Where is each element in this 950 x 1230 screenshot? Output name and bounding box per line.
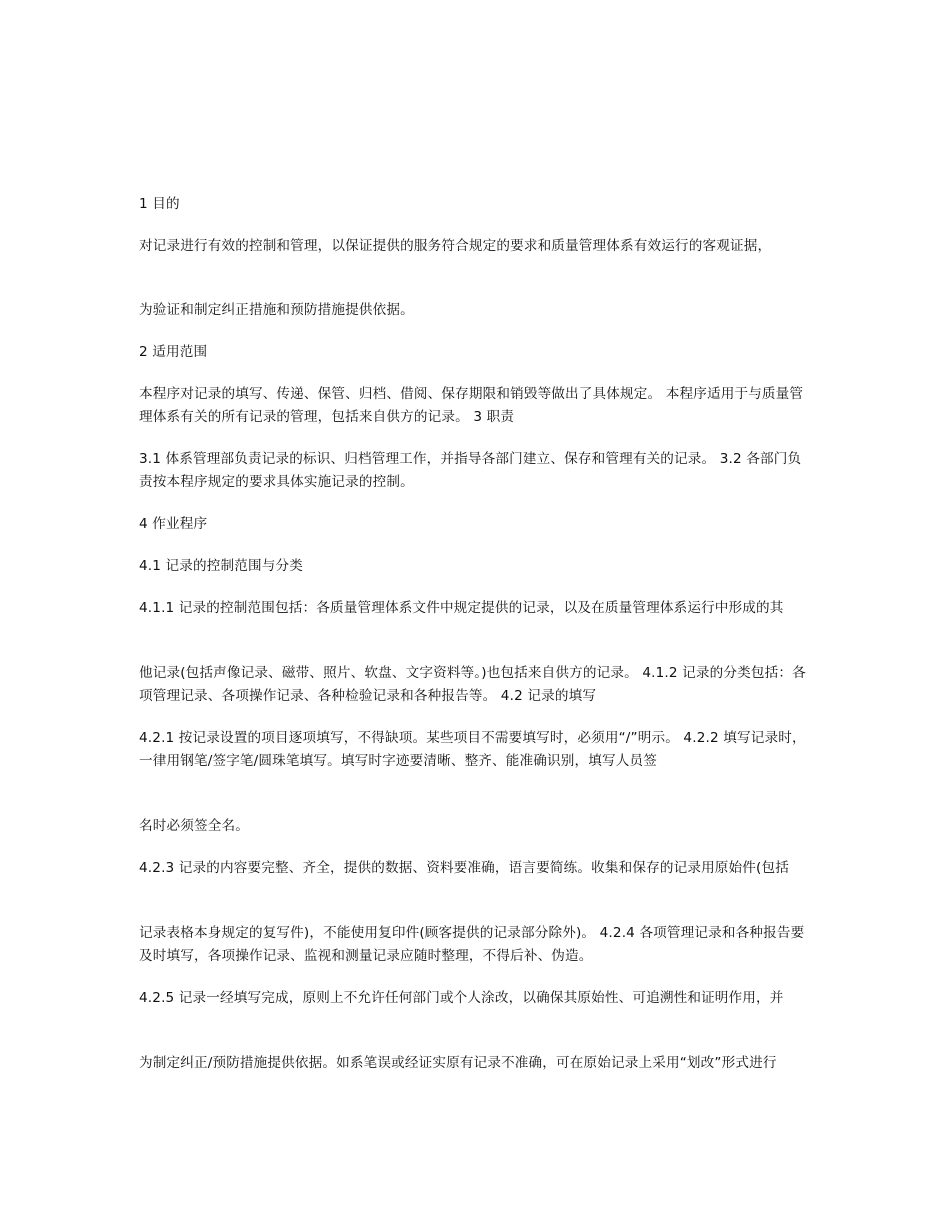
paragraph-4-2-5: 4.2.5 记录一经填写完成，原则上不允许任何部门或个人涂改，以确保其原始性、可追溯性和证明作用，并: [139, 990, 784, 1006]
paragraph-4-2-2-cont: 名时必须签全名。: [139, 818, 249, 834]
heading-scope: 2 适用范围: [139, 344, 208, 360]
paragraph-4-2-3: 4.2.3 记录的内容要完整、齐全，提供的数据、资料要准确，语言要简练。收集和保存的记录用原始件(包括: [139, 860, 789, 876]
heading-procedure: 4 作业程序: [139, 516, 208, 532]
heading-record-scope-classification: 4.1 记录的控制范围与分类: [139, 558, 303, 574]
paragraph-purpose-basis: 为验证和制定纠正措施和预防措施提供依据。: [139, 302, 414, 318]
paragraph-4-2-3-cont: 记录表格本身规定的复写件)，不能使用复印件(顾客提供的记录部分除外)。 4.2.4 各项管理记录和各种报告要及时填写，各项操作记录、监视和测量记录应随时整理，不得后补、伪造。: [139, 925, 805, 964]
paragraph-scope-body: 本程序对记录的填写、传递、保管、归档、借阅、保存期限和销毁等做出了具体规定。 本程序适用于与质量管理体系有关的所有记录的管理，包括来自供方的记录。 3 职责: [139, 386, 804, 425]
paragraph-4-2-5-cont: 为制定纠正/预防措施提供依据。如系笔误或经证实原有记录不准确，可在原始记录上采用“划改”形式进行: [139, 1055, 777, 1071]
paragraph-4-1-1: 4.1.1 记录的控制范围包括：各质量管理体系文件中规定提供的记录，以及在质量管理体系运行中形成的其: [139, 600, 784, 616]
heading-purpose: 1 目的: [139, 196, 180, 212]
paragraph-responsibilities: 3.1 体系管理部负责记录的标识、归档管理工作，并指导各部门建立、保存和管理有关的记录。 3.2 各部门负责按本程序规定的要求具体实施记录的控制。: [139, 451, 802, 490]
paragraph-4-2-1: 4.2.1 按记录设置的项目逐项填写，不得缺项。某些项目不需要填写时，必须用“/”明示。 4.2.2 填写记录时，一律用钢笔/签字笔/圆珠笔填写。填写时字迹要清晰、整齐、能准确识别，填写人员签: [139, 730, 806, 769]
paragraph-purpose-body: 对记录进行有效的控制和管理，以保证提供的服务符合规定的要求和质量管理体系有效运行的客观证据，: [139, 238, 772, 254]
paragraph-4-1-1-cont: 他记录(包括声像记录、磁带、照片、软盘、文字资料等。)也包括来自供方的记录。 4.1.2 记录的分类包括：各项管理记录、各项操作记录、各种检验记录和各种报告等。 4.2 记录的填写: [139, 665, 806, 704]
